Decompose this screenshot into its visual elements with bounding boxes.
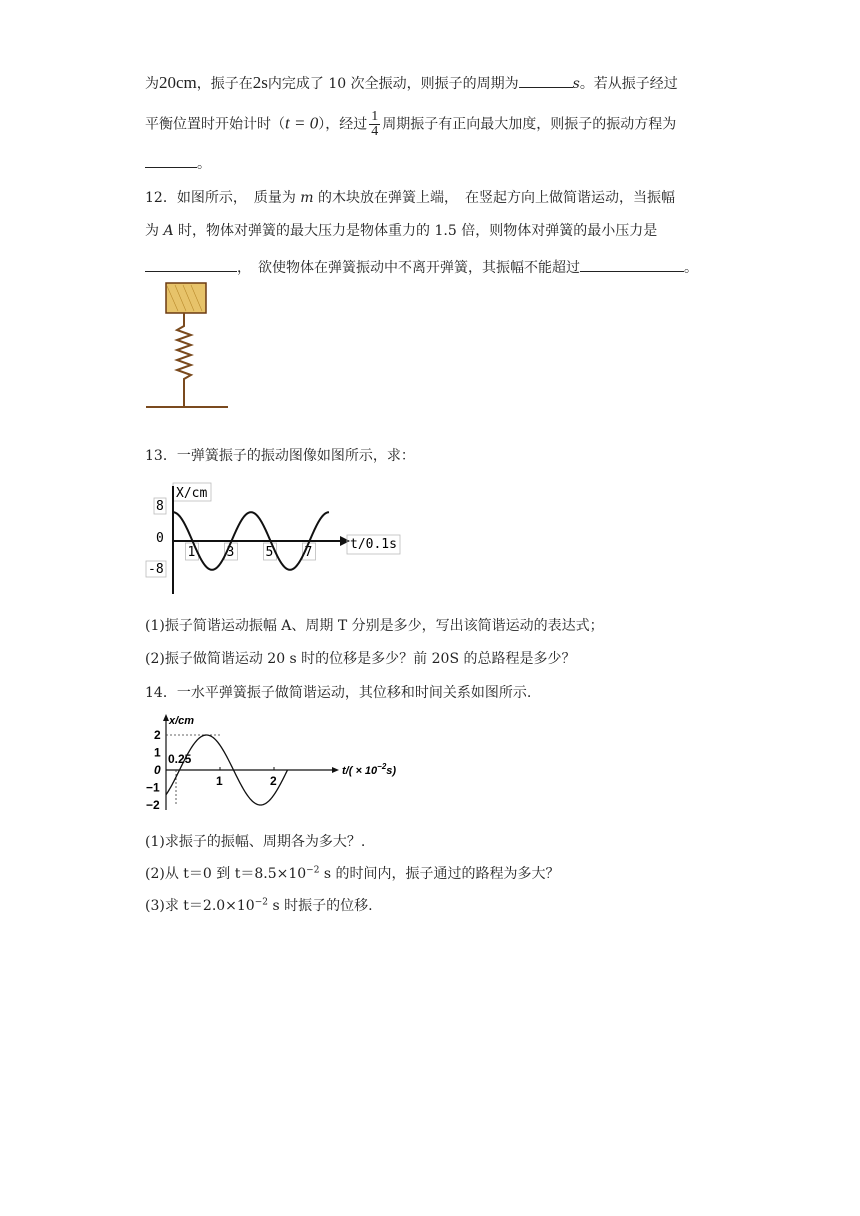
q12-line-3: ， 欲使物体在弹簧振动中不离开弹簧，其振幅不能超过 。	[145, 257, 698, 277]
answer-blank-min-force[interactable]	[145, 257, 237, 272]
spring-coil	[177, 313, 191, 406]
q11-line-3: 。	[145, 153, 211, 173]
graph14-annot-025: 0.25	[168, 752, 192, 766]
quarter-fraction: $\frac{1}{4}$	[371, 109, 379, 139]
graph13-xtick-label: 7	[304, 545, 313, 560]
graph-13	[140, 478, 410, 600]
q14-sub2: (2)从 t＝0 到 $t=8.5\times 10^{-2}$ s 的时间内，振子通过的路程为多大？	[145, 865, 560, 882]
q12-line-2: 为 A 时，物体对弹簧的最大压力是物体重力的 1.5 倍，则物体对弹簧的最小压力是	[145, 223, 658, 239]
graph14-ytick-label: 0	[154, 763, 161, 777]
graph13-xtick-label: 1	[187, 545, 196, 560]
graph14-ytick-label: 1	[154, 745, 161, 760]
graph13-ytick-neg8: -8	[148, 562, 164, 577]
amplitude-value: 20cm	[159, 73, 197, 92]
graph13-x-arrow	[340, 536, 350, 546]
q13-sub1: (1)振子简谐运动振幅 A、周期 T 分别是多少，写出该简谐运动的表达式；	[145, 618, 604, 634]
graph-14	[140, 712, 430, 812]
graph14-xtick-label: 2	[270, 774, 277, 788]
q14-sub3: (3)求 $t=2.0\times 10^{-2}$ s 时振子的位移.	[145, 897, 373, 914]
answer-blank-period[interactable]	[519, 73, 573, 88]
q13-sub2: (2)振子做简谐运动 20 s 时的位移是多少？前 20S 的总路程是多少？	[145, 651, 576, 667]
q12-line-1: 12．如图所示， 质量为 m 的木块放在弹簧上端， 在竖起方向上做简谐运动，当振幅	[145, 190, 675, 206]
graph13-ylabel: X/cm	[176, 486, 208, 501]
graph14-ytick-label: 2	[154, 728, 161, 742]
graph14-x-arrow	[332, 767, 339, 773]
q11-line-2: 平衡位置时开始计时（t = 0），经过 $\frac{1}{4}$ 周期振子有正向最大加度，则振子的振动方程为	[145, 109, 677, 139]
graph14-xlabel: $t/( \times 10^{-2}s)$	[342, 762, 397, 777]
answer-blank-equation[interactable]	[145, 153, 197, 168]
q11-line-1: 为20cm，振子在2s内完成了 10 次全振动，则振子的周期为 s。若从振子经过	[145, 73, 678, 92]
q13-stem: 13．一弹簧振子的振动图像如图所示，求：	[145, 448, 415, 464]
graph13-xtick-label: 3	[226, 545, 235, 560]
graph13-xtick-label: 5	[265, 545, 274, 560]
t-equals-zero: t = 0	[285, 113, 319, 133]
q14-sub1: (1)求振子的振幅、周期各为多大？.	[145, 834, 366, 850]
graph13-ytick-0: 0	[156, 531, 164, 546]
answer-blank-max-amplitude[interactable]	[580, 257, 684, 272]
graph13-xlabel: t/0.1s	[350, 537, 397, 552]
graph13-ytick-8: 8	[156, 499, 164, 514]
graph14-ytick-label: −1	[146, 780, 160, 795]
time-value: 2s	[252, 73, 268, 92]
graph14-ytick-label: −2	[146, 798, 160, 812]
graph14-ylabel: x/cm	[169, 715, 195, 727]
q14-stem: 14．一水平弹簧振子做简谐运动，其位移和时间关系如图所示.	[145, 685, 532, 701]
spring-block-figure	[140, 278, 240, 413]
graph14-xtick-label: 1	[216, 774, 223, 788]
